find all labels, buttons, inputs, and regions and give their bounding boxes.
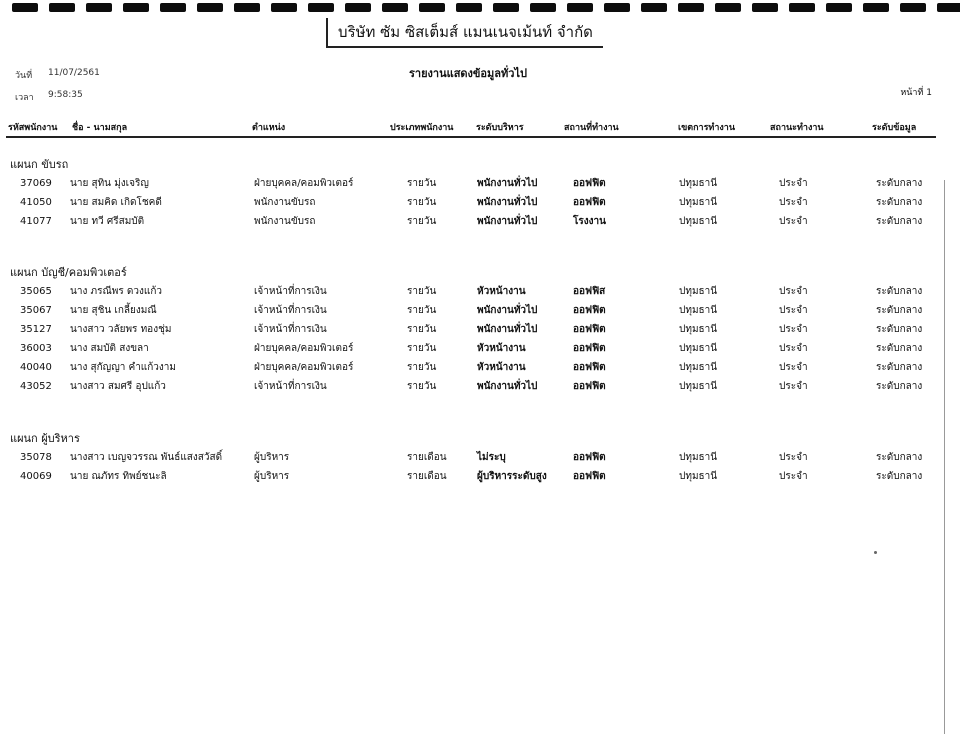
perforation-hole	[234, 3, 260, 12]
cell-position: ฝ่ายบุคคล/คอมพิวเตอร์	[254, 362, 354, 373]
cell-emp-type: รายเดือน	[407, 452, 447, 463]
perforation-hole	[123, 3, 149, 12]
cell-location: ออฟฟิต	[573, 197, 606, 208]
cell-position: พนักงานขับรถ	[254, 216, 316, 227]
cell-area: ปทุมธานี	[679, 343, 718, 354]
cell-area: ปทุมธานี	[679, 381, 718, 392]
cell-position: ผู้บริหาร	[254, 452, 290, 463]
cell-status: ประจำ	[779, 197, 808, 208]
cell-level: ไม่ระบุ	[477, 452, 506, 463]
department-heading: แผนก บัญชี/คอมพิวเตอร์	[10, 266, 127, 279]
cell-status: ประจำ	[779, 362, 808, 373]
perforation-hole	[308, 3, 334, 12]
cell-status: ประจำ	[779, 343, 808, 354]
table-row	[0, 380, 960, 396]
col-emp-id: รหัสพนักงาน	[8, 123, 58, 133]
cell-data-level: ระดับกลาง	[876, 343, 923, 354]
cell-area: ปทุมธานี	[679, 197, 718, 208]
perforation-hole	[419, 3, 445, 12]
cell-data-level: ระดับกลาง	[876, 197, 923, 208]
department-heading: แผนก ขับรถ	[10, 158, 69, 171]
table-row	[0, 285, 960, 301]
perforation-hole	[567, 3, 593, 12]
col-name: ชื่อ - นามสกุล	[72, 123, 128, 133]
cell-position: ฝ่ายบุคคล/คอมพิวเตอร์	[254, 343, 354, 354]
page-number: หน้าที่ 1	[900, 88, 932, 98]
perforation-hole	[456, 3, 482, 12]
perforation-hole	[12, 3, 38, 12]
perforation-hole	[493, 3, 519, 12]
cell-emp-type: รายวัน	[407, 362, 437, 373]
cell-emp-id: 36003	[20, 343, 52, 354]
cell-name: นาง สุกัญญา คำแก้วงาม	[70, 362, 177, 373]
col-emp-type: ประเภทพนักงาน	[390, 123, 454, 133]
cell-position: ฝ่ายบุคคล/คอมพิวเตอร์	[254, 178, 354, 189]
perforation-hole	[160, 3, 186, 12]
cell-area: ปทุมธานี	[679, 178, 718, 189]
cell-emp-id: 43052	[20, 381, 52, 392]
cell-level: พนักงานทั่วไป	[477, 324, 538, 335]
cell-status: ประจำ	[779, 178, 808, 189]
perforation-hole	[345, 3, 371, 12]
report-title: รายงานแสดงข้อมูลทั่วไป	[409, 67, 527, 80]
col-location: สถานที่ทำงาน	[564, 123, 619, 133]
table-row	[0, 215, 960, 231]
cell-emp-type: รายวัน	[407, 343, 437, 354]
cell-emp-id: 40040	[20, 362, 52, 373]
perforation-hole	[271, 3, 297, 12]
cell-level: พนักงานทั่วไป	[477, 305, 538, 316]
cell-emp-type: รายวัน	[407, 381, 437, 392]
perforation-hole	[752, 3, 778, 12]
date-label: วันที่	[15, 71, 33, 81]
perforation-hole	[530, 3, 556, 12]
cell-name: นาง ภรณีพร ดวงแก้ว	[70, 286, 163, 297]
perforation-hole	[863, 3, 889, 12]
cell-data-level: ระดับกลาง	[876, 362, 923, 373]
perforation-hole	[900, 3, 926, 12]
cell-level: พนักงานทั่วไป	[477, 197, 538, 208]
column-header-row	[6, 118, 936, 136]
perforation-hole	[49, 3, 75, 12]
cell-level: พนักงานทั่วไป	[477, 381, 538, 392]
cell-data-level: ระดับกลาง	[876, 324, 923, 335]
cell-name: นาย สมคิด เกิดโชคดี	[70, 197, 162, 208]
cell-area: ปทุมธานี	[679, 471, 718, 482]
cell-emp-id: 40069	[20, 471, 52, 482]
cell-level: หัวหน้างาน	[477, 286, 526, 297]
perforation-hole	[382, 3, 408, 12]
table-row	[0, 470, 960, 486]
cell-emp-type: รายวัน	[407, 324, 437, 335]
cell-position: เจ้าหน้าที่การเงิน	[254, 286, 327, 297]
cell-status: ประจำ	[779, 471, 808, 482]
cell-area: ปทุมธานี	[679, 324, 718, 335]
perforation-strip	[0, 0, 960, 16]
cell-emp-type: รายวัน	[407, 178, 437, 189]
perforation-hole	[715, 3, 741, 12]
date-value: 11/07/2561	[48, 68, 100, 78]
cell-status: ประจำ	[779, 324, 808, 335]
table-row	[0, 342, 960, 358]
perforation-hole	[826, 3, 852, 12]
perforation-hole	[937, 3, 960, 12]
cell-name: นาย สุชิน เกลี้ยงมณี	[70, 305, 157, 316]
cell-data-level: ระดับกลาง	[876, 471, 923, 482]
cell-level: หัวหน้างาน	[477, 343, 526, 354]
cell-status: ประจำ	[779, 381, 808, 392]
cell-status: ประจำ	[779, 286, 808, 297]
cell-name: นาย ทวี ศรีสมบัติ	[70, 216, 145, 227]
perforation-hole	[641, 3, 667, 12]
cell-location: โรงงาน	[573, 216, 606, 227]
cell-position: เจ้าหน้าที่การเงิน	[254, 381, 327, 392]
cell-level: ผู้บริหารระดับสูง	[477, 471, 547, 482]
table-row	[0, 323, 960, 339]
cell-data-level: ระดับกลาง	[876, 305, 923, 316]
cell-data-level: ระดับกลาง	[876, 452, 923, 463]
cell-area: ปทุมธานี	[679, 286, 718, 297]
cell-name: นาย ณภัทร ทิพย์ชนะลิ	[70, 471, 167, 482]
cell-position: พนักงานขับรถ	[254, 197, 316, 208]
perforation-hole	[678, 3, 704, 12]
cell-location: ออฟฟิต	[573, 324, 606, 335]
cell-emp-type: รายวัน	[407, 305, 437, 316]
cell-emp-id: 41050	[20, 197, 52, 208]
cell-data-level: ระดับกลาง	[876, 178, 923, 189]
department-heading: แผนก ผู้บริหาร	[10, 432, 80, 445]
time-label: เวลา	[15, 93, 34, 103]
cell-area: ปทุมธานี	[679, 305, 718, 316]
cell-emp-id: 35065	[20, 286, 52, 297]
cell-name: นางสาว สมศรี อุปแก้ว	[70, 381, 166, 392]
cell-location: ออฟฟิต	[573, 305, 606, 316]
cell-emp-id: 37069	[20, 178, 52, 189]
col-area: เขตการทำงาน	[678, 123, 735, 133]
cell-name: นางสาว เบญจวรรณ พันธ์แสงสวัสดิ์	[70, 452, 223, 463]
cell-position: เจ้าหน้าที่การเงิน	[254, 305, 327, 316]
cell-emp-id: 35127	[20, 324, 52, 335]
table-row	[0, 451, 960, 467]
cell-name: นาง สมบัติ สงขลา	[70, 343, 149, 354]
perforation-hole	[604, 3, 630, 12]
cell-data-level: ระดับกลาง	[876, 216, 923, 227]
cell-level: หัวหน้างาน	[477, 362, 526, 373]
scan-speck	[874, 551, 877, 554]
cell-name: นาย สุทิน มุ่งเจริญ	[70, 178, 149, 189]
header-divider	[6, 136, 936, 138]
perforation-hole	[86, 3, 112, 12]
cell-position: เจ้าหน้าที่การเงิน	[254, 324, 327, 335]
cell-name: นางสาว วลัยพร ทองชุ่ม	[70, 324, 172, 335]
cell-data-level: ระดับกลาง	[876, 286, 923, 297]
table-row	[0, 196, 960, 212]
cell-location: ออฟฟิต	[573, 362, 606, 373]
cell-location: ออฟฟิต	[573, 178, 606, 189]
cell-area: ปทุมธานี	[679, 362, 718, 373]
col-level: ระดับบริหาร	[476, 123, 524, 133]
cell-emp-type: รายเดือน	[407, 471, 447, 482]
cell-emp-id: 35067	[20, 305, 52, 316]
cell-area: ปทุมธานี	[679, 216, 718, 227]
perforation-hole	[789, 3, 815, 12]
cell-emp-id: 35078	[20, 452, 52, 463]
time-value: 9:58:35	[48, 90, 83, 100]
table-row	[0, 304, 960, 320]
cell-status: ประจำ	[779, 452, 808, 463]
cell-location: ออฟฟิต	[573, 381, 606, 392]
col-status: สถานะทำงาน	[770, 123, 824, 133]
cell-level: พนักงานทั่วไป	[477, 216, 538, 227]
company-name: บริษัท ซัม ซิสเต็มส์ แมนเนจเม้นท์ จำกัด	[326, 18, 603, 48]
table-row	[0, 177, 960, 193]
cell-location: ออฟฟิต	[573, 452, 606, 463]
cell-emp-type: รายวัน	[407, 197, 437, 208]
cell-data-level: ระดับกลาง	[876, 381, 923, 392]
cell-area: ปทุมธานี	[679, 452, 718, 463]
cell-emp-type: รายวัน	[407, 286, 437, 297]
cell-emp-type: รายวัน	[407, 216, 437, 227]
perforation-hole	[197, 3, 223, 12]
cell-location: ออฟฟิต	[573, 343, 606, 354]
table-row	[0, 361, 960, 377]
cell-status: ประจำ	[779, 305, 808, 316]
cell-emp-id: 41077	[20, 216, 52, 227]
col-data-level: ระดับข้อมูล	[872, 123, 917, 133]
cell-location: ออฟฟิส	[573, 286, 606, 297]
page-edge	[944, 180, 945, 734]
cell-location: ออฟฟิต	[573, 471, 606, 482]
cell-position: ผู้บริหาร	[254, 471, 290, 482]
col-position: ตำแหน่ง	[252, 123, 286, 133]
cell-status: ประจำ	[779, 216, 808, 227]
cell-level: พนักงานทั่วไป	[477, 178, 538, 189]
